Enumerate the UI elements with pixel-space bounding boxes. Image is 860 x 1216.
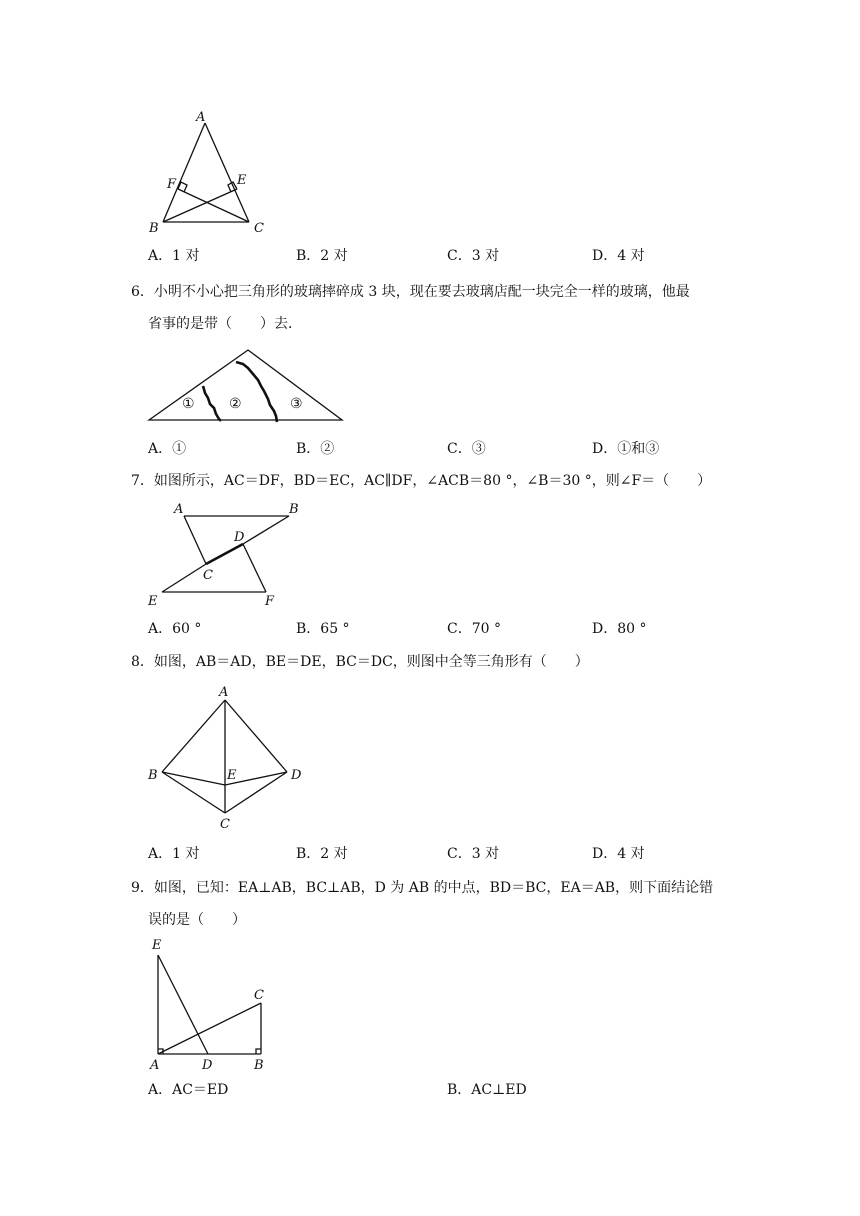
q9-label-a: A bbox=[150, 1058, 160, 1073]
q8-label-d: D bbox=[291, 768, 302, 783]
q7-option-a[interactable]: A．60 ° bbox=[148, 621, 202, 637]
q6-option-c[interactable]: C．③ bbox=[447, 441, 486, 457]
q7-question-line1: 7．如图所示，AC＝DF，BD＝EC，AC∥DF，∠ACB＝80 °，∠B＝30 °，则∠F＝（ ） bbox=[131, 473, 712, 489]
q6-question-line2: 省事的是带（ ）去． bbox=[148, 316, 302, 332]
q6-option-d[interactable]: D．①和③ bbox=[592, 441, 660, 457]
q6-label-piece-3: ③ bbox=[290, 396, 303, 412]
q7-label-a: A bbox=[174, 502, 184, 517]
q6-question-line1: 6．小明不小心把三角形的玻璃摔碎成 3 块，现在要去玻璃店配一块完全一样的玻璃，他最 bbox=[131, 284, 690, 300]
q7-label-b: B bbox=[289, 502, 299, 517]
q5-label-f: F bbox=[167, 177, 177, 192]
q8-option-a[interactable]: A．1 对 bbox=[148, 846, 200, 862]
q5-label-c: C bbox=[254, 221, 264, 236]
q9-label-d: D bbox=[202, 1058, 213, 1073]
q9-right-angle-b bbox=[256, 1049, 261, 1054]
q5-label-e: E bbox=[237, 173, 247, 188]
q8-label-e: E bbox=[227, 768, 237, 783]
q9-segment-ac bbox=[158, 1003, 261, 1054]
q6-option-a[interactable]: A．① bbox=[148, 441, 187, 457]
q9-label-b: B bbox=[254, 1058, 264, 1073]
q8-label-b: B bbox=[148, 768, 158, 783]
q7-option-d[interactable]: D．80 ° bbox=[592, 621, 647, 637]
q9-segment-ed bbox=[158, 955, 208, 1054]
q8-option-c[interactable]: C．3 对 bbox=[447, 846, 500, 862]
q7-option-c[interactable]: C．70 ° bbox=[447, 621, 501, 637]
q9-label-c: C bbox=[254, 988, 264, 1003]
q8-label-a: A bbox=[219, 685, 229, 700]
q8-question-line1: 8．如图，AB＝AD，BE＝DE，BC＝DC，则图中全等三角形有（ ） bbox=[131, 654, 589, 670]
q5-label-b: B bbox=[149, 221, 159, 236]
q6-option-b[interactable]: B．② bbox=[296, 441, 335, 457]
q7-label-f: F bbox=[265, 594, 275, 609]
q9-option-b[interactable]: B．AC⊥ED bbox=[447, 1082, 527, 1098]
q9-question-line2: 误的是（ ） bbox=[148, 912, 246, 928]
q8-option-b[interactable]: B．2 对 bbox=[296, 846, 348, 862]
q9-option-a[interactable]: A．AC＝ED bbox=[148, 1082, 229, 1098]
q5-option-b[interactable]: B．2 对 bbox=[296, 248, 348, 264]
q7-label-e: E bbox=[148, 594, 158, 609]
q5-option-c[interactable]: C．3 对 bbox=[447, 248, 500, 264]
q6-label-piece-2: ② bbox=[229, 396, 242, 412]
q5-label-a: A bbox=[196, 110, 206, 125]
q9-label-e: E bbox=[152, 938, 162, 953]
q6-label-piece-1: ① bbox=[182, 396, 195, 412]
q8-label-c: C bbox=[220, 817, 230, 832]
q5-option-d[interactable]: D．4 对 bbox=[592, 248, 645, 264]
q8-option-d[interactable]: D．4 对 bbox=[592, 846, 645, 862]
q9-question-line1: 9．如图，已知：EA⊥AB，BC⊥AB，D 为 AB 的中点，BD＝BC，EA＝AB，则下面结论错 bbox=[131, 880, 714, 896]
q7-label-d: D bbox=[234, 530, 245, 545]
q5-option-a[interactable]: A．1 对 bbox=[148, 248, 200, 264]
q7-label-c: C bbox=[203, 568, 213, 583]
q7-option-b[interactable]: B．65 ° bbox=[296, 621, 350, 637]
